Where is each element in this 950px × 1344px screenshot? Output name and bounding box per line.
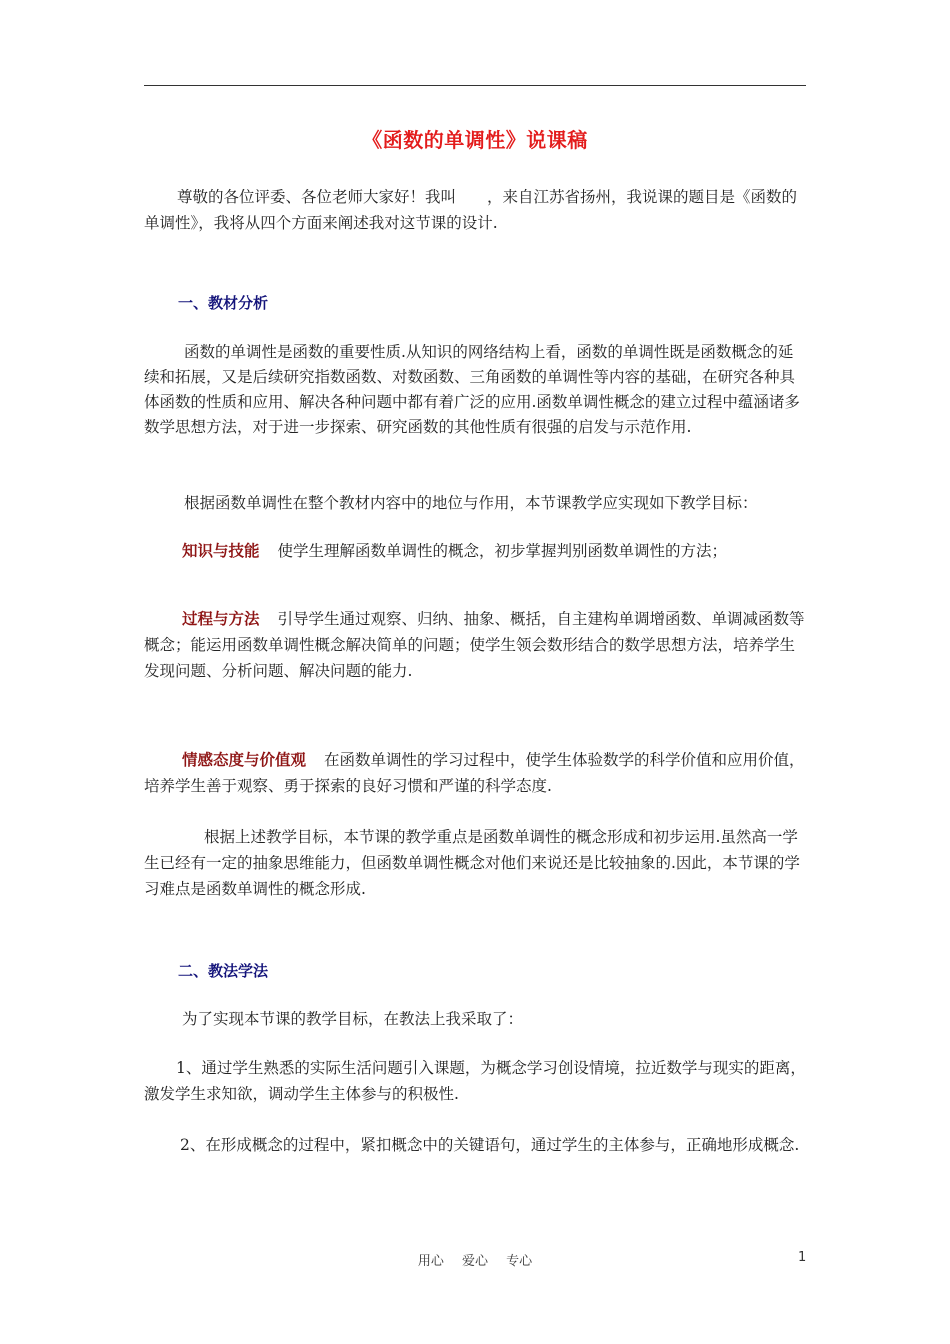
goal-attitude-label: 情感态度与价值观 (182, 751, 307, 769)
goal-process-label: 过程与方法 (182, 610, 260, 628)
methods-intro-paragraph: 为了实现本节课的教学目标，在教法上我采取了： (182, 1010, 524, 1028)
materials-paragraph: 函数的单调性是函数的重要性质.从知识的网络结构上看，函数的单调性既是函数概念的延续和拓展，又是后续研究指数函数、对数函数、三角函数的单调性等内容的基础，在研究各种具体函数的性质和应用、解决各种问题中都有着广泛的应用.函数单调性概念的建立过程中蕴涵诸多数学思想方法，对于进一步探索、研究函数的其他性质有很强的启发与示范作用. (144, 343, 800, 436)
key-points-paragraph: 根据上述教学目标，本节课的教学重点是函数单调性的概念形成和初步运用.虽然高一学生已经有一定的抽象思维能力，但函数单调性概念对他们来说还是比较抽象的.因此，本节课的学习难点是函数单调性的概念形成. (144, 828, 800, 898)
goal-attitude-text: 在函数单调性的学习过程中，使学生体验数学的科学价值和应用价值，培养学生善于观察、勇于探索的良好习惯和严谨的科学态度. (144, 751, 805, 795)
section-heading-methods: 二、教法学法 (178, 962, 269, 980)
goal-knowledge-skills (144, 538, 808, 564)
footer-motto: 用心 爱心 专心 (417, 1254, 533, 1269)
page-number: 1 (798, 1250, 807, 1265)
goal-process-text: 引导学生通过观察、归纳、抽象、概括，自主建构单调增函数、单调减函数等概念；能运用函数单调性概念解决简单的问题；使学生领会数形结合的数学思想方法，培养学生发现问题、分析问题、解决问题的能力. (144, 610, 805, 680)
goal-process-methods (144, 606, 808, 684)
goals-intro-paragraph: 根据函数单调性在整个教材内容中的地位与作用，本节课教学应实现如下教学目标： (184, 494, 758, 512)
goal-attitude-values (144, 747, 808, 799)
method-item-2: 2、在形成概念的过程中，紧扣概念中的关键语句，通过学生的主体参与，正确地形成概念. (180, 1136, 800, 1154)
method-item-1: 1、通过学生熟悉的实际生活问题引入课题，为概念学习创设情境，拉近数学与现实的距离，激发学生求知欲，调动学生主体参与的积极性. (144, 1059, 806, 1103)
document-title: 《函数的单调性》说课稿 (362, 128, 588, 152)
section-heading-materials: 一、教材分析 (178, 294, 269, 312)
intro-paragraph: 尊敬的各位评委、各位老师大家好！我叫 ，来自江苏省扬州，我说课的题目是《函数的单调性》，我将从四个方面来阐述我对这节课的设计. (144, 188, 798, 232)
goal-knowledge-text: 使学生理解函数单调性的概念，初步掌握判别函数单调性的方法； (277, 542, 728, 560)
header-rule (144, 85, 806, 86)
goal-knowledge-label: 知识与技能 (182, 542, 260, 560)
